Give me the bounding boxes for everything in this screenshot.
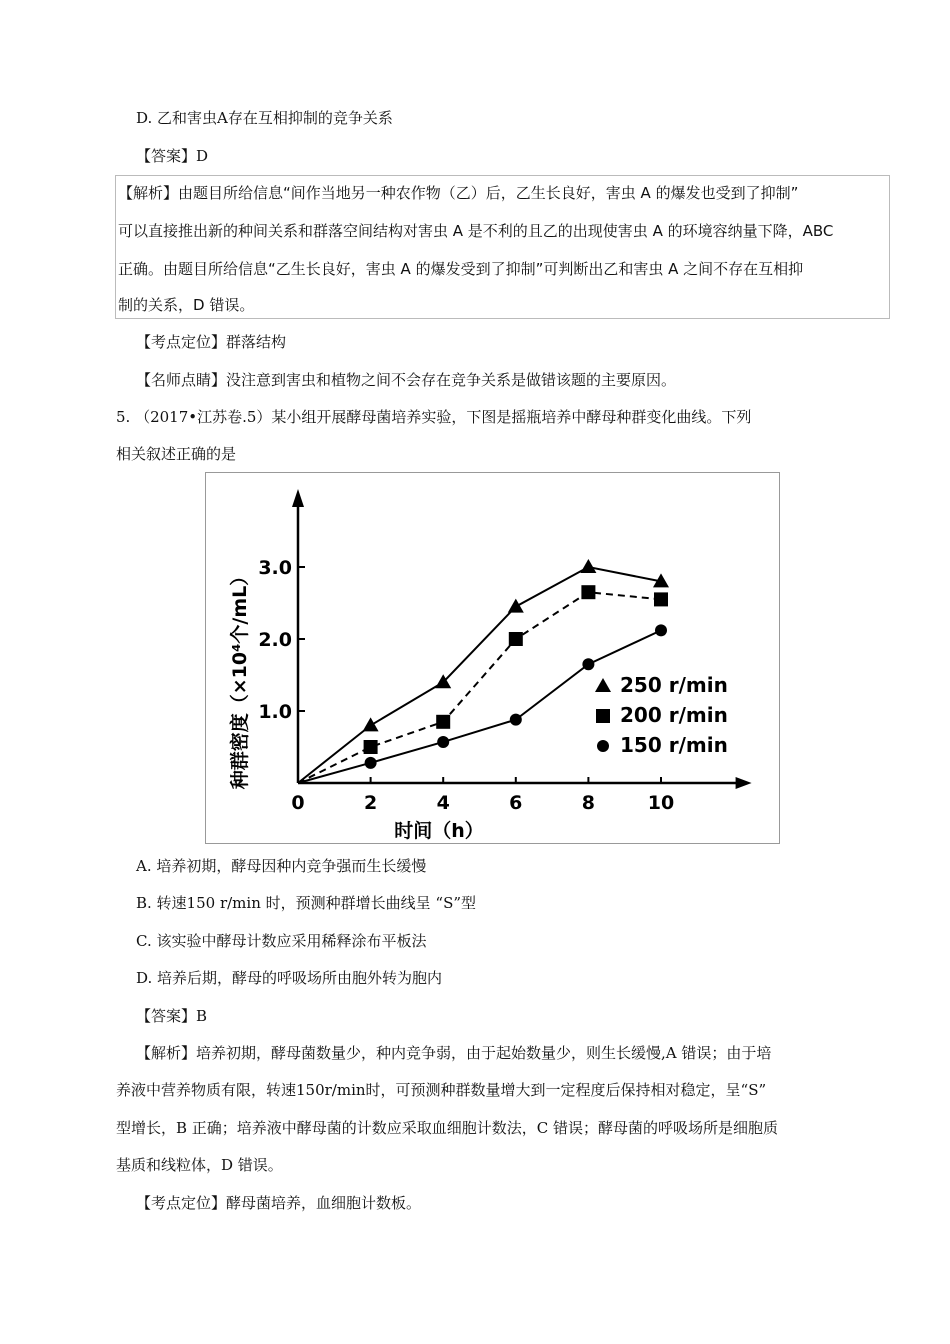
option-d: D. 培养后期，酵母的呼吸场所由胞外转为胞内 [136,969,443,987]
legend-label-1: 200 r/min [620,703,728,727]
data-point-0-3 [508,599,524,613]
question-5-line-2: 相关叙述正确的是 [116,445,237,463]
x-axis-label: 时间（h） [394,820,484,842]
analysis-2-line: 养液中营养物质有限，转速150r/min时，可预测种群数量增大到一定程度后保持相对稳定，呈“S” [116,1081,767,1099]
data-point-1-5 [654,592,668,606]
data-point-2-5 [655,624,667,636]
x-tick-label: 6 [509,792,523,814]
series-line-2 [298,630,661,783]
data-point-0-4 [580,559,596,573]
data-point-2-1 [365,757,377,769]
analysis-line: 【解析】由题目所给信息“间作当地另一种农作物（乙）后，乙生长良好，害虫 A 的爆发也受到了抑制” [118,184,799,202]
option-c: C. 该实验中酵母计数应采用稀释涂布平板法 [136,932,427,950]
y-tick-label: 2.0 [258,629,292,651]
question-5-line-1: 5. （2017•江苏卷.5）某小组开展酵母菌培养实验，下图是摇瓶培养中酵母种群变化曲线。下列 [116,408,752,426]
analysis-2-line: 基质和线粒体，D 错误。 [116,1156,283,1174]
data-point-0-1 [363,717,379,731]
data-point-2-3 [510,714,522,726]
analysis-line: 可以直接推出新的种间关系和群落空间结构对害虫 A 是不利的且乙的出现使害虫 A 的环境容纳量下降，ABC [118,222,834,240]
data-point-1-2 [436,715,450,729]
y-tick-label: 1.0 [258,701,292,723]
option-a: A. 培养初期，酵母因种内竞争强而生长缓慢 [136,857,427,875]
data-point-1-1 [364,740,378,754]
option-d-previous: D. 乙和害虫A存在互相抑制的竞争关系 [136,109,393,127]
y-axis-label: 种群密度（×10⁴个/mL） [229,566,251,790]
legend-marker-2 [597,740,609,752]
kaodian-1: 【考点定位】群落结构 [136,333,287,351]
x-axis-arrow [736,777,752,789]
legend-marker-0 [595,678,611,692]
x-tick-label: 10 [647,792,675,814]
answer-2: 【答案】B [136,1007,208,1025]
kaodian-2: 【考点定位】酵母菌培养，血细胞计数板。 [136,1194,422,1212]
y-axis-arrow [292,489,304,507]
option-b: B. 转速150 r/min 时，预测种群增长曲线呈 “S”型 [136,894,477,912]
mingshi-dianjing: 【名师点睛】没注意到害虫和植物之间不会存在竞争关系是做错该题的主要原因。 [136,371,677,389]
legend-label-2: 150 r/min [620,733,728,757]
analysis-box-1 [115,175,890,319]
data-point-1-3 [509,632,523,646]
legend-label-0: 250 r/min [620,673,728,697]
analysis-2-line: 型增长，B 正确；培养液中酵母菌的计数应采取血细胞计数法，C 错误；酵母菌的呼吸场所是细胞质 [116,1119,779,1137]
legend-marker-1 [596,709,610,723]
x-tick-label: 0 [291,792,305,814]
analysis-2-line: 【解析】培养初期，酵母菌数量少，种内竞争弱，由于起始数量少，则生长缓慢,A 错误；由于培 [136,1044,772,1062]
data-point-2-4 [582,658,594,670]
analysis-line: 正确。由题目所给信息“乙生长良好，害虫 A 的爆发受到了抑制”可判断出乙和害虫 A 之间不存在互相抑 [118,260,804,278]
y-tick-label: 3.0 [258,557,292,579]
analysis-line: 制的关系，D 错误。 [118,296,255,314]
x-tick-label: 4 [436,792,450,814]
data-point-2-2 [437,736,449,748]
yeast-population-chart [205,472,780,844]
data-point-1-4 [581,585,595,599]
chart-svg [206,473,779,843]
answer-1: 【答案】D [136,147,209,165]
x-tick-label: 8 [581,792,596,814]
x-tick-label: 2 [363,792,378,814]
